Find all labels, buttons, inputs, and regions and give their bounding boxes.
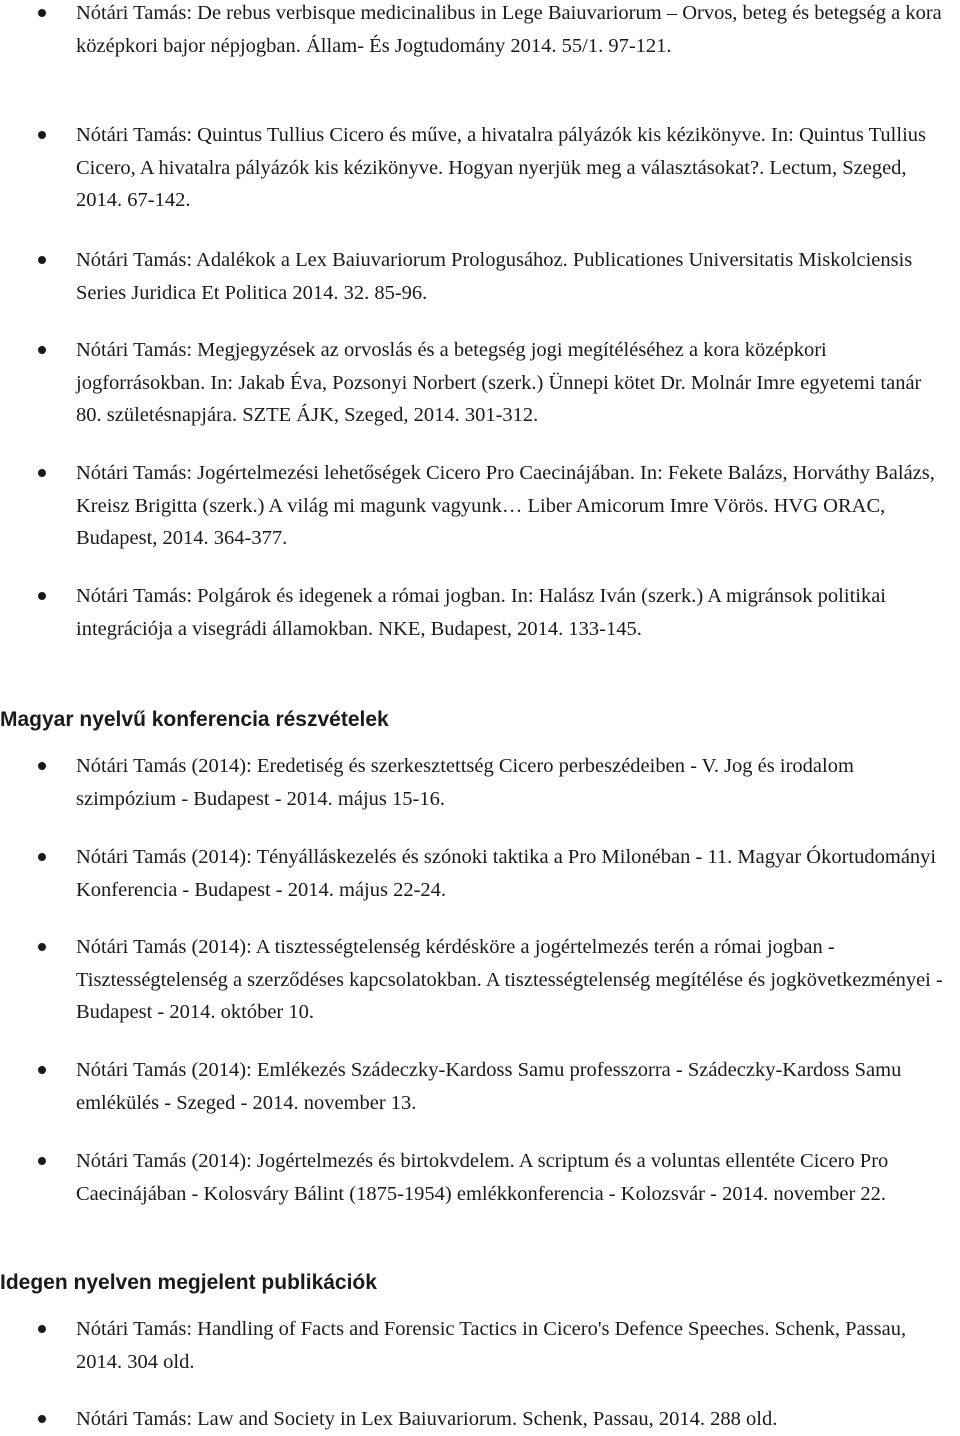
bullet-icon [38, 592, 46, 600]
bullet-icon [38, 9, 46, 17]
list-item [0, 1403, 960, 1436]
list-item [0, 457, 960, 555]
list-item [0, 334, 960, 432]
list-item [0, 1054, 960, 1119]
bullet-icon [38, 131, 46, 139]
list-item [0, 750, 960, 815]
list-item-text: Nótári Tamás: Handling of Facts and Forensic Tactics in Cicero's Defence Speeches. Schenk, Passau, 2014. 304 old. [76, 1318, 907, 1373]
bullet-icon [38, 256, 46, 264]
list-item [0, 841, 960, 906]
list-item [0, 119, 960, 217]
section-heading-foreign-publications: Idegen nyelven megjelent publikációk [0, 1271, 377, 1294]
bullet-icon [38, 1325, 46, 1333]
bullet-icon [38, 943, 46, 951]
list-item-text: Nótári Tamás (2014): Jogértelmezés és birtokvdelem. A scriptum és a voluntas ellentéte Cicero Pro Caecinájában - Kolosváry Bálint (1875-1954) emlékkonferencia - Kolozsvár - 2014. november 22. [76, 1150, 889, 1205]
list-item [0, 244, 960, 309]
list-item-text: Nótári Tamás: Megjegyzések az orvoslás és a betegség jogi megítéléséhez a kora középkori jogforrásokban. In: Jakab Éva, Pozsonyi Norbert (szerk.) Ünnepi kötet Dr. Molnár Imre egyetemi tanár 80. születésnapjára. SZTE ÁJK, Szeged, 2014. 301-312. [76, 339, 922, 427]
list-item-text: Nótári Tamás: De rebus verbisque medicinalibus in Lege Baiuvariorum – Orvos, beteg és betegség a kora középkori bajor népjogban. Állam- És Jogtudomány 2014. 55/1. 97-121. [76, 2, 942, 57]
list-item-text: Nótári Tamás: Adalékok a Lex Baiuvariorum Prologusához. Publicationes Universitatis Miskolciensis Series Juridica Et Politica 2014. 32. 85-96. [76, 249, 913, 304]
list-item-text: Nótári Tamás: Polgárok és idegenek a római jogban. In: Halász Iván (szerk.) A migránsok politikai integrációja a visegrádi államokban. NKE, Budapest, 2014. 133-145. [76, 585, 887, 640]
list-item [0, 931, 960, 1029]
list-item [0, 0, 960, 62]
list-item-text: Nótári Tamás: Quintus Tullius Cicero és műve, a hivatalra pályázók kis kézikönyve. In: Quintus Tullius Cicero, A hivatalra pályázók kis kézikönyve. Hogyan nyerjük meg a választásokat?. Lectum, Szeged, 2014. 67-142. [76, 124, 926, 212]
bullet-icon [38, 469, 46, 477]
list-item [0, 580, 960, 645]
bullet-icon [38, 1066, 46, 1074]
bullet-icon [38, 853, 46, 861]
bullet-icon [38, 1415, 46, 1423]
list-item-text: Nótári Tamás: Law and Society in Lex Baiuvariorum. Schenk, Passau, 2014. 288 old. [76, 1408, 778, 1430]
bullet-icon [38, 762, 46, 770]
list-item-text: Nótári Tamás (2014): Emlékezés Szádeczky-Kardoss Samu professzorra - Szádeczky-Kardoss Samu emlékülés - Szeged - 2014. november 13. [76, 1059, 902, 1114]
bullet-icon [38, 346, 46, 354]
list-item-text: Nótári Tamás (2014): A tisztességtelenség kérdésköre a jogértelmezés terén a római jogban - Tisztességtelenség a szerződéses kapcsolatokban. A tisztességtelenség megítélése és jogkövetkezményei - Budapest - 2014. október 10. [76, 936, 943, 1024]
list-item-text: Nótári Tamás: Jogértelmezési lehetőségek Cicero Pro Caecinájában. In: Fekete Balázs, Horváthy Balázs, Kreisz Brigitta (szerk.) A világ mi magunk vagyunk… Liber Amicorum Imre Vörös. HVG ORAC, Budapest, 2014. 364-377. [76, 462, 935, 550]
list-item-text: Nótári Tamás (2014): Eredetiség és szerkesztettség Cicero perbeszédeiben - V. Jog és irodalom szimpózium - Budapest - 2014. május 15-16. [76, 755, 854, 810]
list-item [0, 1313, 960, 1378]
list-item [0, 1145, 960, 1210]
section-heading-conferences: Magyar nyelvű konferencia részvételek [0, 708, 389, 731]
bullet-icon [38, 1157, 46, 1165]
list-item-text: Nótári Tamás (2014): Tényálláskezelés és szónoki taktika a Pro Milonéban - 11. Magyar Ókortudományi Konferencia - Budapest - 2014. május 22-24. [76, 846, 937, 901]
